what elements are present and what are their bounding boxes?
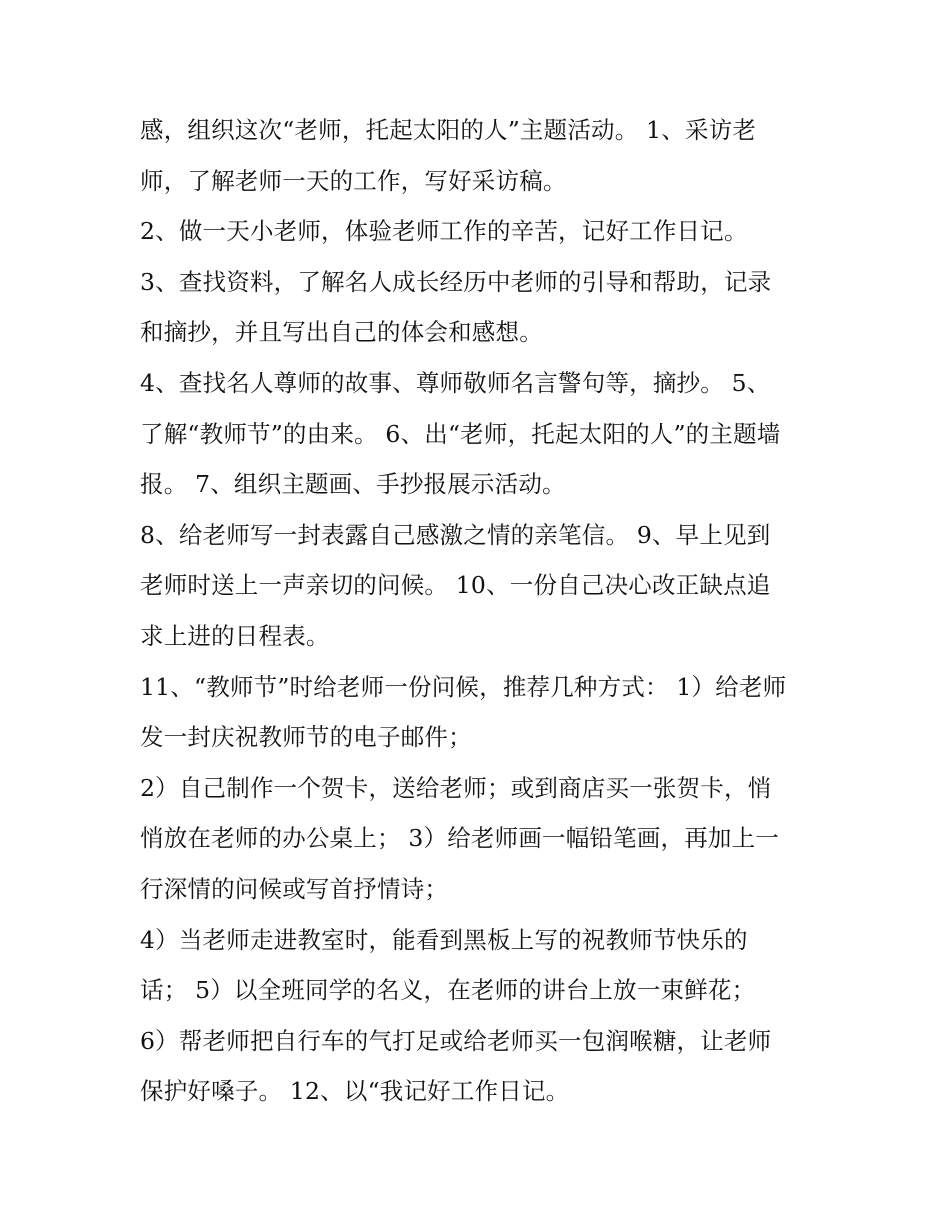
text-line: 2、做一天小老师，体验老师工作的辛苦，记好工作日记。 [140,217,748,246]
text-line: 11、“教师节”时给老师一份问候，推荐几种方式： 1）给老师 [140,672,787,701]
text-line: 感，组织这次“老师，托起太阳的人”主题活动。 1、采访老 [140,116,757,144]
text-line: 4）当老师走进教室时，能看到黑板上写的祝教师节快乐的 [140,925,748,954]
text-line: 发一封庆祝教师节的电子邮件； [140,723,472,752]
text-line: 4、查找名人尊师的故事、尊师敬师名言警句等，摘抄。 5、 [140,368,771,397]
text-line: 话； 5）以全班同学的名义，在老师的讲台上放一束鲜花； [140,976,756,1005]
text-line: 老师时送上一声亲切的问候。 10、一份自己决心改正缺点追 [140,571,771,600]
text-line: 报。 7、组织主题画、手抄报展示活动。 [140,470,566,499]
text-line: 和摘抄，并且写出自己的体会和感想。 [140,318,543,347]
text-line: 6）帮老师把自行车的气打足或给老师买一包润喉糖，让老师 [140,1026,772,1055]
text-line: 了解“教师节”的由来。 6、出“老师，托起太阳的人”的主题墙 [140,419,781,448]
document-body [140,105,820,1117]
text-line: 8、给老师写一封表露自己感激之情的亲笔信。 9、早上见到 [140,520,771,549]
text-line: 保护好嗓子。 12、以“我记好工作日记。 [140,1077,570,1106]
text-line: 3、查找资料，了解名人成长经历中老师的引导和帮助，记录 [140,267,772,296]
text-line: 2）自己制作一个贺卡，送给老师；或到商店买一张贺卡，悄 [140,773,772,802]
text-line: 师，了解老师一天的工作，写好采访稿。 [140,166,567,195]
text-line: 求上进的日程表。 [140,621,330,650]
text-line: 行深情的问候或写首抒情诗； [140,874,449,903]
text-line: 悄放在老师的办公桌上； 3）给老师画一幅铅笔画，再加上一 [140,824,780,853]
